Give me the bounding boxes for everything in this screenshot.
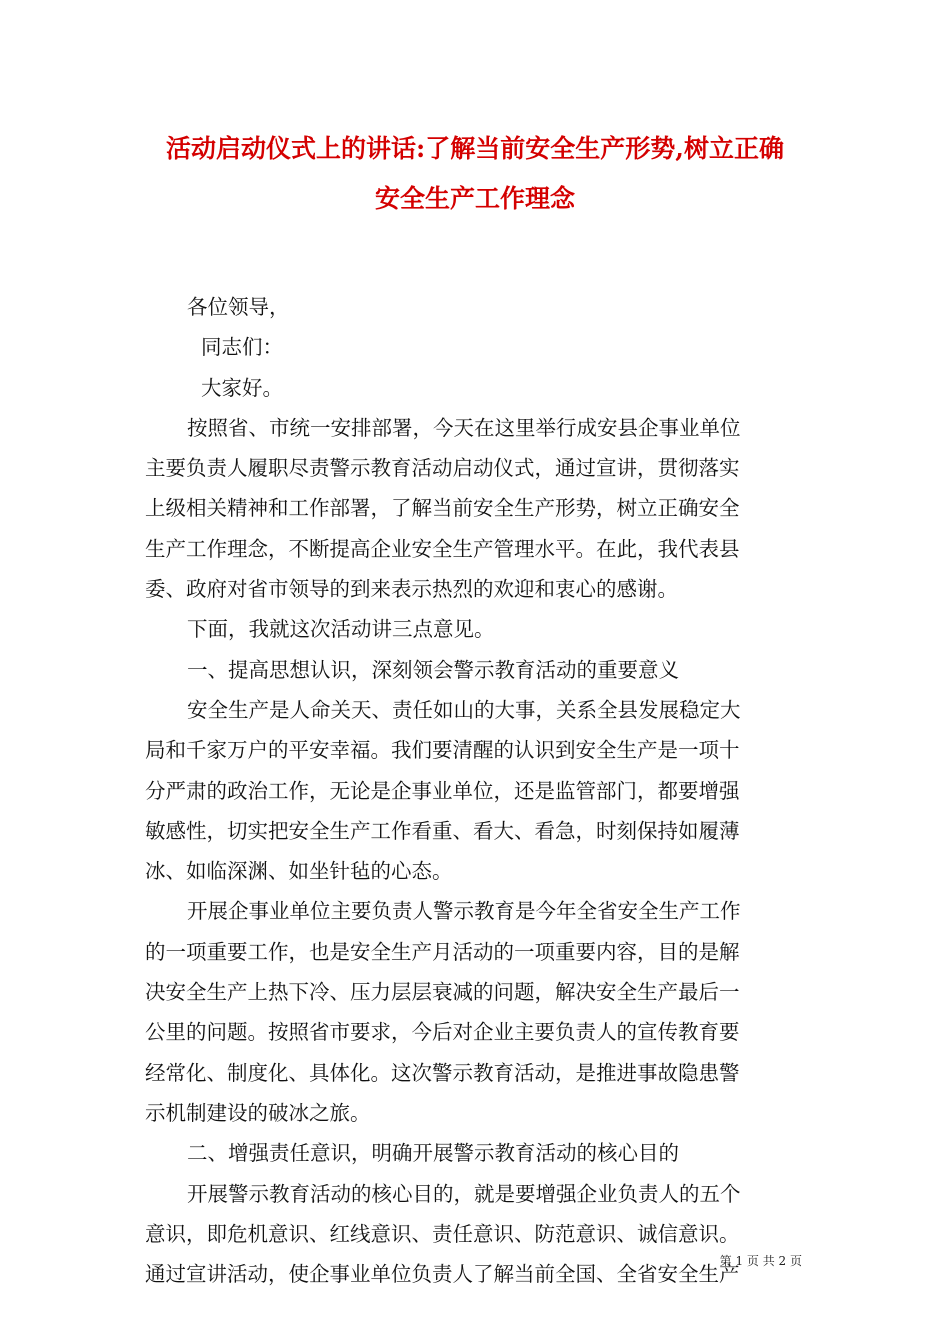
document-body (145, 287, 805, 1294)
paragraph-line: 的一项重要工作，也是安全生产月活动的一项重要内容，目的是解 (145, 939, 740, 964)
document-title-line-2: 安全生产工作理念 (374, 184, 575, 213)
paragraph-line: 冰、如临深渊、如坐针毡的心态。 (145, 859, 453, 884)
paragraph-line: 开展企事业单位主要负责人警示教育是今年全省安全生产工作 (187, 899, 741, 924)
paragraph-line: 安全生产是人命关天、责任如山的大事，关系全县发展稳定大 (187, 697, 741, 722)
paragraph-line: 开展警示教育活动的核心目的，就是要增强企业负责人的五个 (187, 1181, 741, 1206)
section-heading-2: 二、增强责任意识，明确开展警示教育活动的核心目的 (187, 1141, 679, 1166)
paragraph-line: 生产工作理念，不断提高企业安全生产管理水平。在此，我代表县 (145, 536, 740, 561)
paragraph-line: 主要负责人履职尽责警示教育活动启动仪式，通过宣讲，贯彻落实 (145, 456, 740, 481)
paragraph-line: 经常化、制度化、具体化。这次警示教育活动，是推进事故隐患警 (145, 1060, 740, 1085)
page-number-footer: 第 1 页 共 2 页 (719, 1254, 802, 1268)
paragraph-line: 决安全生产上热下冷、压力层层衰减的问题，解决安全生产最后一 (145, 980, 740, 1005)
section-heading-1: 一、提高思想认识，深刻领会警示教育活动的重要意义 (187, 657, 679, 682)
paragraph-line: 按照省、市统一安排部署，今天在这里举行成安县企事业单位 (187, 415, 741, 440)
paragraph-line: 上级相关精神和工作部署，了解当前安全生产形势，树立正确安全 (145, 496, 740, 521)
paragraph-line: 局和千家万户的平安幸福。我们要清醒的认识到安全生产是一项十 (145, 738, 740, 763)
paragraph-line: 意识，即危机意识、红线意识、责任意识、防范意识、诚信意识。 (145, 1221, 740, 1246)
paragraph-line: 下面，我就这次活动讲三点意见。 (187, 617, 495, 642)
paragraph-line: 委、政府对省市领导的到来表示热烈的欢迎和衷心的感谢。 (145, 577, 678, 602)
salutation-leaders: 各位领导， (187, 295, 290, 319)
paragraph-line: 公里的问题。按照省市要求，今后对企业主要负责人的宣传教育要 (145, 1020, 740, 1045)
salutation-comrades: 同志们： (201, 335, 283, 360)
paragraph-line: 分严肃的政治工作，无论是企事业单位，还是监管部门，都要增强 (145, 778, 740, 803)
document-title-line-1: 活动启动仪式上的讲话:了解当前安全生产形势,树立正确 (166, 134, 784, 163)
greeting: 大家好。 (201, 375, 283, 400)
paragraph-line: 通过宣讲活动，使企事业单位负责人了解当前全国、全省安全生产 (145, 1262, 740, 1287)
paragraph-line: 敏感性，切实把安全生产工作看重、看大、看急，时刻保持如履薄 (145, 818, 740, 843)
paragraph-line: 示机制建设的破冰之旅。 (145, 1100, 371, 1125)
